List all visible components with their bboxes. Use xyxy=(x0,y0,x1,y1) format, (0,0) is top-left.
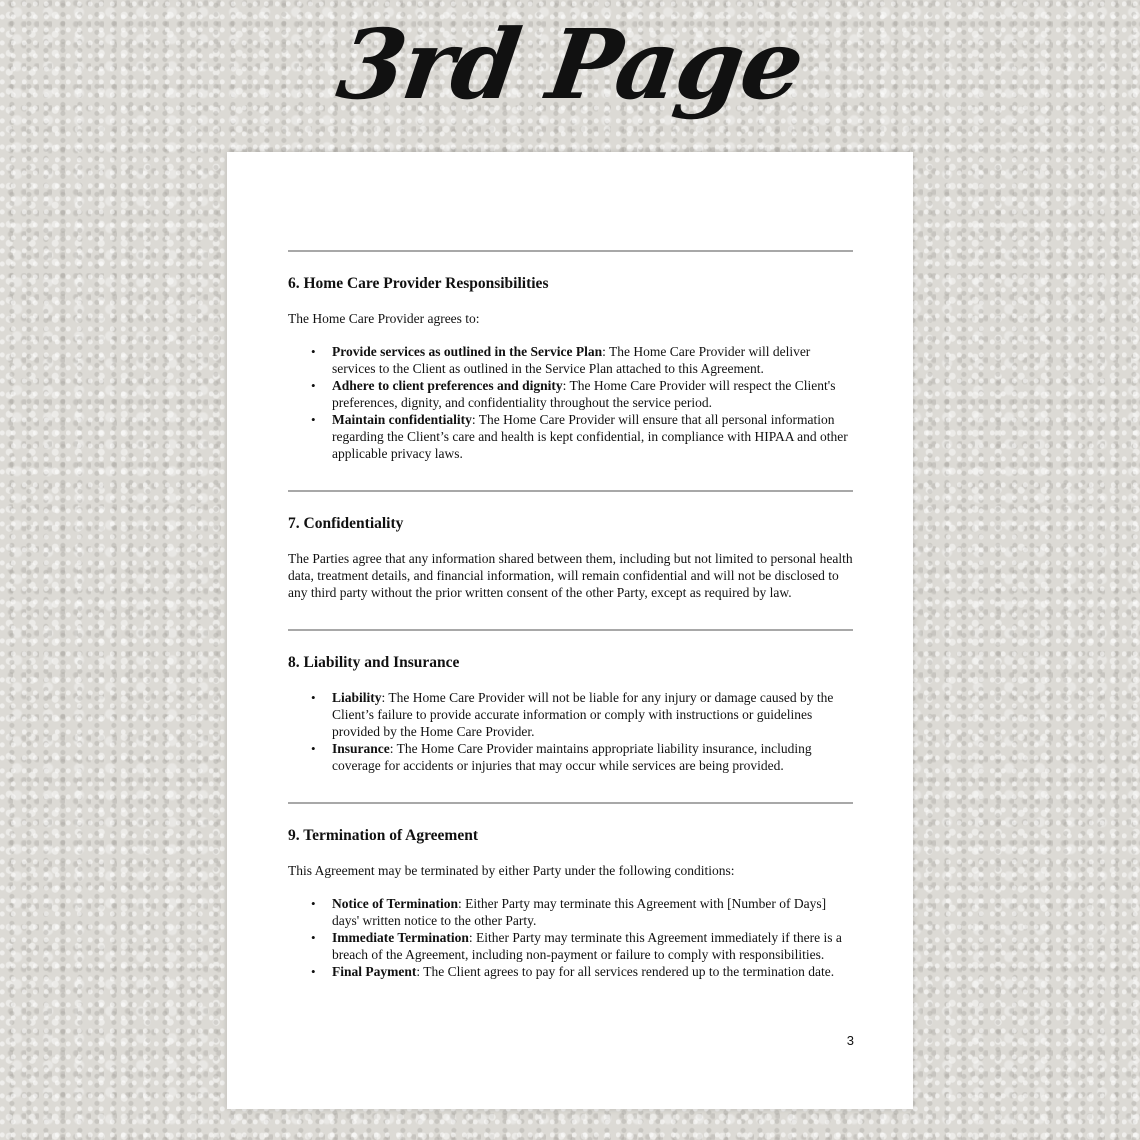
list-item xyxy=(332,343,853,377)
section-paragraph: The Parties agree that any information shared between them, including but not limited to personal health data, treatment details, and financial information, will remain confidential and will not be disclosed to any third party without the prior written consent of the other Party, except as required by law. xyxy=(288,551,853,600)
list-item-text: : The Home Care Provider maintains appropriate liability insurance, including coverage for accidents or injuries that may occur while services are being provided. xyxy=(332,741,812,773)
list-item-term: Adhere to client preferences and dignity xyxy=(332,378,563,393)
list-item-text: : The Home Care Provider will not be liable for any injury or damage caused by the Client’s failure to provide accurate information or comply with instructions or guidelines provided by the Home Care Provider. xyxy=(332,690,834,739)
list-item xyxy=(332,689,853,740)
bullet-list xyxy=(288,895,853,980)
list-item xyxy=(332,963,853,980)
section-confidentiality xyxy=(288,514,853,601)
list-item-text: : Either Party may terminate this Agreement immediately if there is a breach of the Agreement, including non-payment or failure to comply with responsibilities. xyxy=(332,930,842,962)
bullet-list xyxy=(288,343,853,462)
list-item-text: : The Home Care Provider will deliver services to the Client as outlined in the Service Plan attached to this Agreement. xyxy=(332,344,811,376)
list-item-text: : The Home Care Provider will respect the Client's preferences, dignity, and confidentiality throughout the service period. xyxy=(332,378,836,410)
list-item-term: Maintain confidentiality xyxy=(332,412,472,427)
document-page xyxy=(227,152,913,1109)
section-heading: 6. Home Care Provider Responsibilities xyxy=(288,275,549,292)
bullet-list xyxy=(288,689,853,774)
list-item xyxy=(332,740,853,774)
list-item-text: : The Home Care Provider will ensure that all personal information regarding the Client’s care and health is kept confidential, in compliance with HIPAA and other applicable privacy laws. xyxy=(332,412,848,461)
section-divider xyxy=(288,250,853,252)
list-item xyxy=(332,929,853,963)
list-item-text: : The Client agrees to pay for all services rendered up to the termination date. xyxy=(416,964,835,979)
list-item xyxy=(332,377,853,411)
page-title-banner: 3rd Page xyxy=(331,8,809,121)
list-item-term: Insurance xyxy=(332,741,390,756)
section-heading: 9. Termination of Agreement xyxy=(288,827,479,844)
section-provider-responsibilities xyxy=(288,274,853,462)
list-item-term: Final Payment xyxy=(332,964,417,979)
section-intro: This Agreement may be terminated by either Party under the following conditions: xyxy=(288,863,735,878)
list-item-term: Provide services as outlined in the Service Plan xyxy=(332,344,603,359)
page-number: 3 xyxy=(846,1033,854,1048)
section-heading: 8. Liability and Insurance xyxy=(288,654,460,671)
list-item-term: Liability xyxy=(332,690,382,705)
document-body xyxy=(288,250,853,980)
list-item xyxy=(332,895,853,929)
list-item xyxy=(332,411,853,462)
section-intro: The Home Care Provider agrees to: xyxy=(288,311,480,326)
list-item-term: Immediate Termination xyxy=(332,930,469,945)
list-item-term: Notice of Termination xyxy=(332,896,458,911)
section-liability-insurance xyxy=(288,653,853,774)
section-heading: 7. Confidentiality xyxy=(288,515,404,532)
section-divider xyxy=(288,802,853,804)
section-divider xyxy=(288,629,853,631)
list-item-text: : Either Party may terminate this Agreement with [Number of Days] days' written notice to the other Party. xyxy=(332,896,827,928)
section-divider xyxy=(288,490,853,492)
section-termination xyxy=(288,826,853,980)
